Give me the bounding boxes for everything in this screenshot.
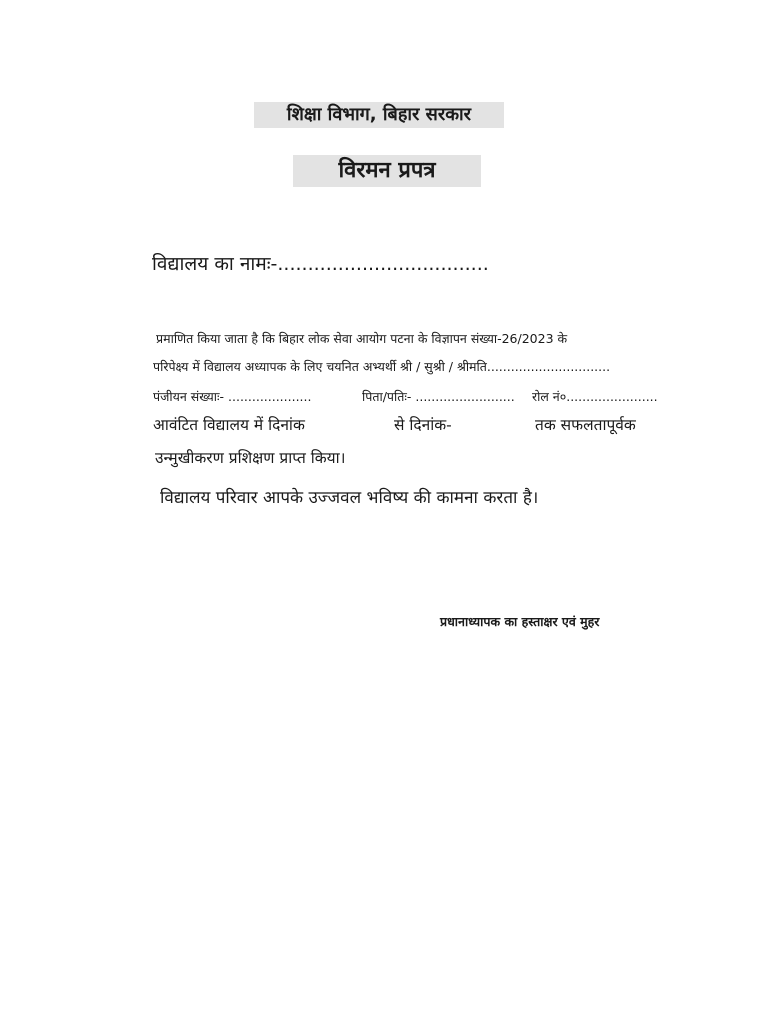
training-completion-text: उन्मुखीकरण प्रशिक्षण प्राप्त किया।: [155, 449, 346, 467]
school-name-field: विद्यालय का नामः-...................................: [152, 253, 489, 275]
date-from-label: आवंटित विद्यालय में दिनांक: [153, 416, 305, 434]
certificate-text-line-1: प्रमाणित किया जाता है कि बिहार लोक सेवा आयोग पटना के विज्ञापन संख्या-26/2023 के: [156, 331, 568, 346]
father-husband-field: पिता/पतिः- .........................: [362, 389, 515, 404]
certificate-text-line-2: परिपेक्ष्य में विद्यालय अध्यापक के लिए चयनित अभ्यर्थी श्री / सुश्री / श्रीमति...............................: [153, 359, 611, 374]
good-wishes-text: विद्यालय परिवार आपके उज्जवल भविष्य की कामना करता है।: [160, 488, 539, 508]
registration-number-field: पंजीयन संख्याः- .....................: [153, 389, 312, 404]
roll-number-field: रोल नं०.......................: [532, 389, 658, 404]
date-to-label: से दिनांक-: [394, 416, 452, 434]
form-title: विरमन प्रपत्र: [293, 155, 481, 187]
department-title: शिक्षा विभाग, बिहार सरकार: [254, 102, 504, 128]
success-label: तक सफलतापूर्वक: [535, 416, 636, 434]
headmaster-signature-label: प्रधानाध्यापक का हस्ताक्षर एवं मुहर: [440, 614, 600, 629]
